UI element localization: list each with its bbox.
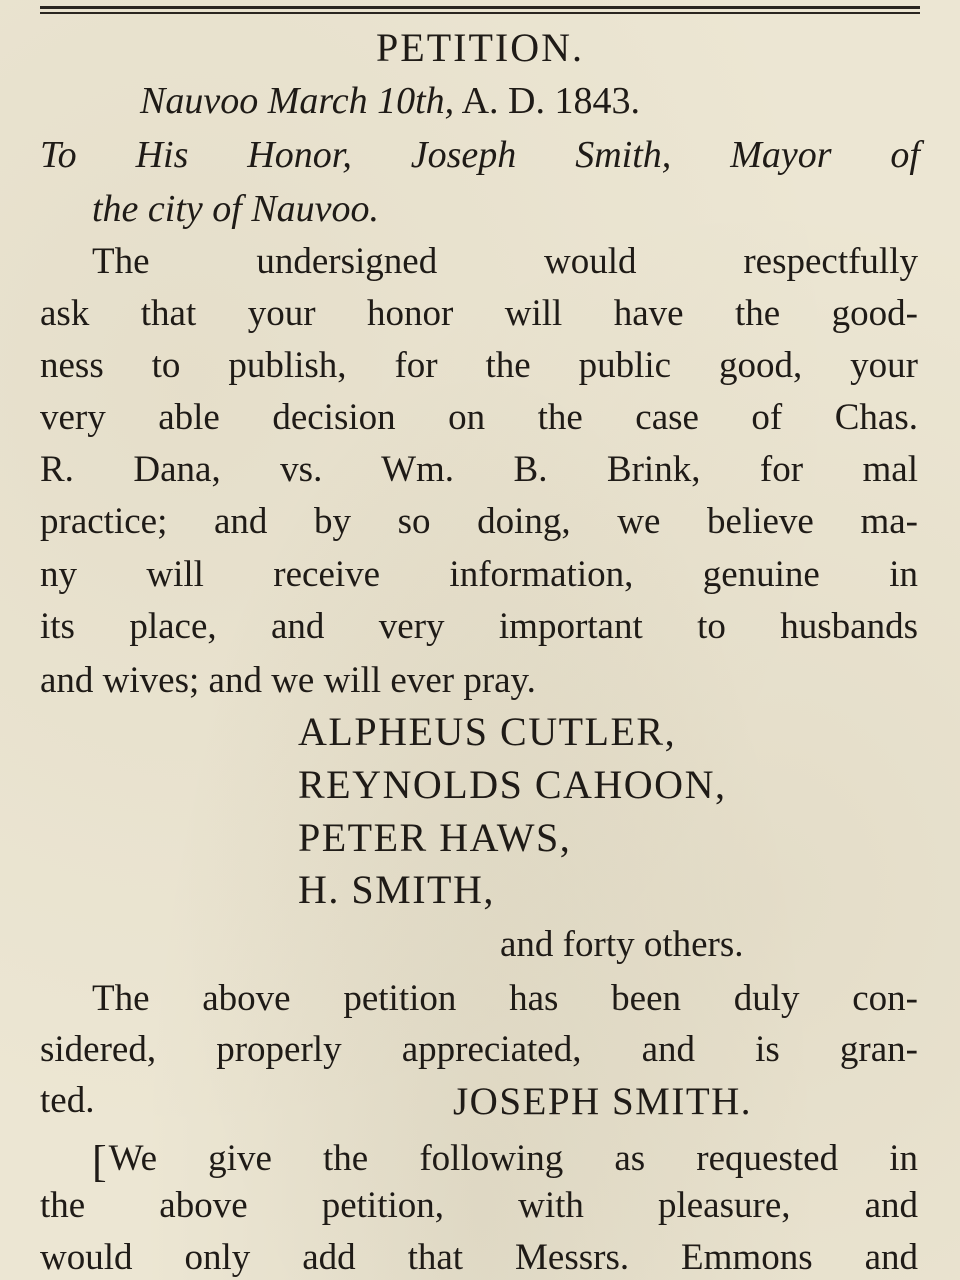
article-title: PETITION. [376,25,584,70]
petition-line: ask that your honor will have the good- [40,293,918,334]
petition-line: practice; and by so doing, we believe ma- [40,501,918,542]
response-line: The above petition has been duly con- [92,978,918,1019]
dateline-place-date: Nauvoo March 10th, [140,80,455,122]
response-signer: JOSEPH SMITH. [453,1080,753,1123]
signatory: H. SMITH, [298,867,495,912]
address-line-2: the city of Nauvoo. [92,188,380,230]
editor-line [92,1134,918,1186]
top-rule-thin [40,12,920,14]
dateline-year: A. D. 1843. [461,80,640,122]
petition-line: very able decision on the case of Chas. [40,397,918,438]
editor-line: the above petition, with pleasure, and [40,1185,918,1226]
address-line-1: To His Honor, Joseph Smith, Mayor of [40,134,920,176]
editor-line: would only add that Messrs. Emmons and [40,1237,918,1278]
signatory: REYNOLDS CAHOON, [298,762,727,807]
top-rule [40,6,920,9]
signatory: PETER HAWS, [298,815,572,860]
signatory: ALPHEUS CUTLER, [298,709,677,754]
dateline [140,82,640,120]
petition-line: its place, and very important to husbands [40,606,918,647]
petition-line: and wives; and we will ever pray. [40,660,536,701]
petition-line: ness to publish, for the public good, your [40,345,918,386]
petition-line: R. Dana, vs. Wm. B. Brink, for mal [40,449,918,490]
petition-line: The undersigned would respectfully [92,241,918,282]
response-end: ted. [40,1080,95,1121]
others-note: and forty others. [500,924,744,965]
response-line: sidered, properly appreciated, and is gran- [40,1029,918,1070]
editor-bracket: [ [92,1137,107,1186]
editor-line-text: We give the following as requested in [108,1138,918,1179]
petition-line: ny will receive information, genuine in [40,554,918,595]
